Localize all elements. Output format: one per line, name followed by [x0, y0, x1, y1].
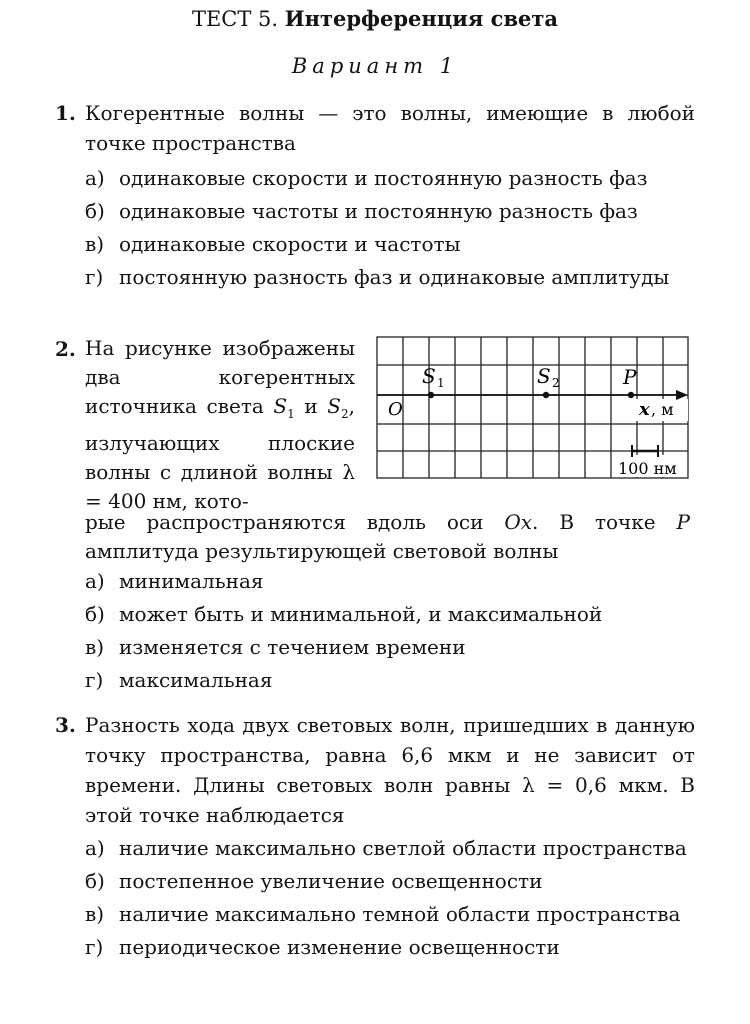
option-text: периодическое изменение освещенности	[119, 935, 560, 959]
s1-label: S	[422, 364, 436, 388]
s1-subscript: 1	[437, 376, 445, 390]
option-text: наличие максимально светлой области пространства	[119, 836, 687, 860]
option-letter: а)	[85, 166, 105, 190]
question-text-part: амплитуда результирующей световой волны	[85, 539, 559, 563]
p-label: P	[623, 365, 637, 389]
question-1	[55, 98, 695, 158]
page-title	[0, 6, 750, 31]
question-text-part: . В точке	[532, 510, 677, 534]
option-text: изменяется с течением времени	[119, 635, 466, 659]
option-letter: в)	[85, 635, 105, 659]
s2-subscript: 2	[552, 376, 560, 390]
subscript: 1	[287, 407, 295, 421]
option-d[interactable]	[85, 262, 690, 292]
x-axis-arrow	[676, 390, 688, 400]
option-d[interactable]	[85, 665, 690, 695]
interference-figure	[376, 336, 690, 481]
test-title: Интерференция света	[284, 6, 559, 31]
question-text: Когерентные волны — это волны, имеющие в любой точке пространства	[85, 101, 695, 155]
option-text: наличие максимально темной области пространства	[119, 902, 681, 926]
option-letter: г)	[85, 265, 104, 289]
variant-label: Вариант 1	[291, 54, 459, 78]
origin-label: O	[388, 399, 403, 420]
option-text: максимальная	[119, 668, 273, 692]
question-2-options	[85, 566, 690, 698]
point-s2	[543, 392, 549, 398]
option-letter: в)	[85, 902, 105, 926]
question-text-part: и	[294, 394, 328, 418]
option-letter: г)	[85, 935, 104, 959]
option-d[interactable]	[85, 932, 690, 962]
option-letter: в)	[85, 232, 105, 256]
point-s1	[428, 392, 434, 398]
symbol: S	[273, 394, 288, 418]
option-text: постоянную разность фаз и одинаковые амплитуды	[119, 265, 670, 289]
question-3	[55, 710, 695, 830]
option-a[interactable]	[85, 163, 690, 193]
option-text: постепенное увеличение освещенности	[119, 869, 543, 893]
question-text-part: рые распространяются вдоль оси	[85, 510, 505, 534]
subscript: 2	[341, 407, 349, 421]
option-letter: а)	[85, 836, 105, 860]
question-text-part: На рисунке изображены два когерентных источника света	[85, 336, 355, 418]
axis-label: x	[639, 399, 650, 420]
question-text-continued	[85, 508, 690, 566]
option-a[interactable]	[85, 566, 690, 596]
option-letter: б)	[85, 869, 105, 893]
question-number: 2.	[55, 337, 76, 361]
question-number: 3.	[55, 713, 76, 737]
axis-symbol: Ox	[504, 510, 533, 534]
option-letter: а)	[85, 569, 105, 593]
option-a[interactable]	[85, 833, 690, 863]
option-c[interactable]	[85, 229, 690, 259]
point-p	[628, 392, 634, 398]
option-b[interactable]	[85, 196, 690, 226]
option-c[interactable]	[85, 899, 690, 929]
option-text: одинаковые скорости и частоты	[119, 232, 461, 256]
option-text: может быть и минимальной, и максимальной	[119, 602, 603, 626]
question-text-part: , излучающих плоские волны с длиной волны λ = 400 нм, кото-	[85, 394, 355, 513]
axis-unit: , м	[651, 400, 674, 419]
test-label: ТЕСТ 5.	[191, 7, 279, 31]
option-b[interactable]	[85, 599, 690, 629]
option-letter: б)	[85, 602, 105, 626]
point-symbol: P	[676, 510, 690, 534]
source-s2	[327, 394, 349, 421]
question-3-options	[85, 833, 690, 965]
option-c[interactable]	[85, 632, 690, 662]
question-text	[85, 334, 355, 516]
option-letter: г)	[85, 668, 104, 692]
source-s1	[273, 394, 295, 421]
symbol: S	[327, 394, 341, 418]
option-letter: б)	[85, 199, 105, 223]
option-text: одинаковые частоты и постоянную разность фаз	[119, 199, 638, 223]
option-b[interactable]	[85, 866, 690, 896]
option-text: минимальная	[119, 569, 264, 593]
scale-label: 100 нм	[618, 459, 677, 478]
question-number: 1.	[55, 101, 76, 125]
question-1-options	[85, 163, 690, 295]
option-text: одинаковые скорости и постоянную разность фаз	[119, 166, 648, 190]
question-text: Разность хода двух световых волн, пришедших в данную точку пространства, равна 6,6 мкм и не зависит от времени. Длины световых волн равны λ = 0,6 мкм. В этой точке наблюдается	[85, 713, 695, 827]
s2-label: S	[537, 364, 551, 388]
